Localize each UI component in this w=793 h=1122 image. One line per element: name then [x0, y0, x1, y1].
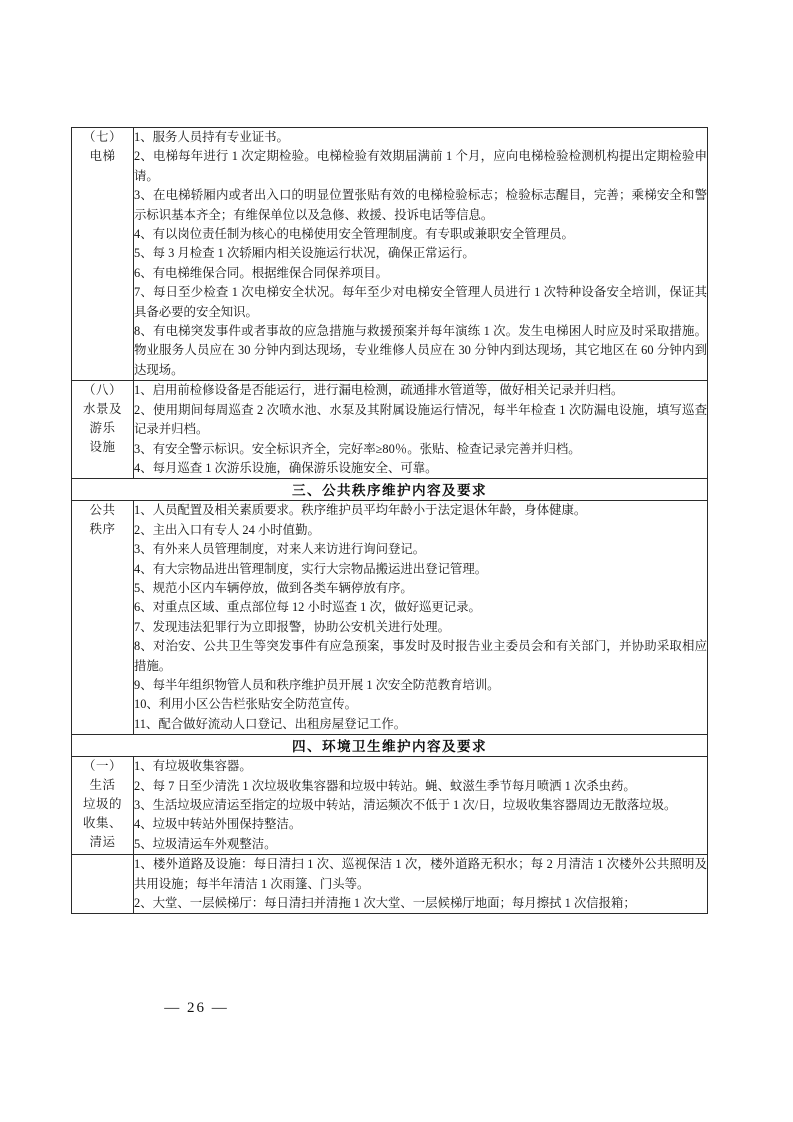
list-item: 3、在电梯轿厢内或者出入口的明显位置张贴有效的电梯检验标志；检验标志醒目，完善；乘梯安全和警示标识基本齐全；有维保单位以及急修、救援、投诉电话等信息。: [134, 188, 707, 222]
row-label-line: 清运: [89, 835, 116, 850]
row-label-line: （八）: [82, 383, 122, 398]
list-item: 2、每 7 日至少清洗 1 次垃圾收集容器和垃圾中转站。蝇、蚊滋生季节每月喷洒 1 次杀虫药。: [134, 778, 636, 793]
list-item: 7、发现违法犯罪行为立即报警，协助公安机关进行处理。: [134, 619, 450, 634]
row-label-elevator: [72, 128, 134, 381]
requirements-table: [71, 127, 708, 914]
list-item: 1、服务人员持有专业证书。: [134, 130, 289, 144]
table-row: [72, 479, 708, 501]
table-body: [72, 128, 708, 914]
row-label-line: 公共: [89, 503, 116, 518]
table-row: [72, 855, 708, 914]
row-label-line: 秩序: [89, 522, 116, 537]
list-item: 2、主出入口有专人 24 小时值勤。: [134, 522, 320, 537]
list-item: 1、楼外道路及设施：每日清扫 1 次、巡视保洁 1 次，楼外道路无积水；每 2 月清洁 1 次楼外公共照明及共用设施；每半年清洁 1 次雨篷、门头等。: [134, 857, 707, 891]
table-row: [72, 501, 708, 735]
row-label-line: 电梯: [89, 149, 116, 163]
row-label-garbage: [72, 757, 134, 855]
list-item: 1、有垃圾收集容器。: [134, 759, 252, 774]
list-item: 5、规范小区内车辆停放，做到各类车辆停放有序。: [134, 580, 413, 595]
row-content-elevator: [134, 128, 708, 381]
list-item: 10、利用小区公告栏张贴安全防范宣传。: [134, 697, 358, 712]
list-item: 5、每 3 月检查 1 次轿厢内相关设施运行状况，确保正常运行。: [134, 246, 475, 261]
section-heading-environment: [72, 735, 708, 757]
row-content-public-order: [134, 501, 708, 735]
list-item: 9、每半年组织物管人员和秩序维护员开展 1 次安全防范教育培训。: [134, 677, 500, 692]
list-item: 4、有以岗位责任制为核心的电梯使用安全管理制度。有专职或兼职安全管理员。: [134, 227, 574, 242]
row-label-line: 水景及: [82, 402, 122, 417]
list-item: 4、每月巡查 1 次游乐设施，确保游乐设施安全、可靠。: [134, 460, 438, 475]
row-content-cleaning: [134, 855, 708, 914]
list-item: 2、大堂、一层候梯厅：每日清扫并清拖 1 次大堂、一层候梯厅地面；每月擦拭 1 次信报箱；: [134, 896, 636, 911]
row-label-line: 垃圾的: [82, 797, 122, 812]
page-number: — 26 —: [164, 1000, 229, 1016]
list-item: 2、使用期间每周巡查 2 次喷水池、水泵及其附属设施运行情况，每半年检查 1 次防漏电设施，填写巡查记录并归档。: [134, 402, 707, 437]
table-row: [72, 128, 708, 381]
section-heading-public-order: [72, 479, 708, 501]
list-item: 3、生活垃圾应清运至指定的垃圾中转站，清运频次不低于 1 次/日，垃圾收集容器周边无散落垃圾。: [134, 798, 677, 812]
row-label-line: （七）: [82, 130, 122, 144]
list-item: 6、对重点区域、重点部位每 12 小时巡查 1 次，做好巡更记录。: [134, 600, 481, 615]
list-item: 4、有大宗物品进出管理制度，实行大宗物品搬运进出登记管理。: [134, 561, 488, 576]
row-label-line: 游乐: [89, 421, 116, 436]
row-content-garbage: [134, 757, 708, 855]
page-footer: [0, 1000, 793, 1017]
row-label-empty: [72, 855, 134, 914]
list-item: 8、有电梯突发事件或者事故的应急措施与救援预案并每年演练 1 次。发生电梯困人时应及时采取措施。物业服务人员应在 30 分钟内到达现场，专业维修人员应在 30 分钟内到达现场，其它地区在 60 分钟内到达现场。: [134, 324, 707, 377]
row-label-water-amusement: [72, 381, 134, 479]
list-item: 3、有外来人员管理制度，对来人来访进行询问登记。: [134, 542, 426, 557]
list-item: 5、垃圾清运车外观整洁。: [134, 836, 277, 851]
row-label-line: 设施: [89, 440, 116, 455]
table-row: [72, 757, 708, 855]
row-label-line: 生活: [89, 778, 116, 793]
row-label-line: 收集、: [82, 816, 122, 831]
table-row: [72, 381, 708, 479]
list-item: 3、有安全警示标识。安全标识齐全，完好率≥80％。张贴、检查记录完善并归档。: [134, 441, 581, 456]
row-label-line: （一）: [82, 759, 122, 774]
list-item: 7、每日至少检查 1 次电梯安全状况。每年至少对电梯安全管理人员进行 1 次特种设备安全培训，保证其具备必要的安全知识。: [134, 285, 707, 319]
section-title: 四、环境卫生维护内容及要求: [292, 739, 487, 755]
list-item: 1、人员配置及相关素质要求。秩序维护员平均年龄小于法定退休年龄，身体健康。: [134, 503, 587, 518]
table-row: [72, 735, 708, 757]
list-item: 6、有电梯维保合同。根据维保合同保养项目。: [134, 265, 389, 280]
list-item: 8、对治安、公共卫生等突发事件有应急预案，事发时及时报告业主委员会和有关部门，并协助采取相应措施。: [134, 639, 707, 673]
list-item: 11、配合做好流动人口登记、出租房屋登记工作。: [134, 716, 407, 731]
row-content-water-amusement: [134, 381, 708, 479]
list-item: 4、垃圾中转站外围保持整洁。: [134, 817, 302, 832]
list-item: 1、启用前检修设备是否能运行，进行漏电检测，疏通排水管道等，做好相关记录并归档。: [134, 383, 624, 398]
list-item: 2、电梯每年进行 1 次定期检验。电梯检验有效期届满前 1 个月，应向电梯检验检测机构提出定期检验申请。: [134, 149, 707, 183]
row-label-public-order: [72, 501, 134, 735]
section-title: 三、公共秩序维护内容及要求: [292, 483, 487, 499]
